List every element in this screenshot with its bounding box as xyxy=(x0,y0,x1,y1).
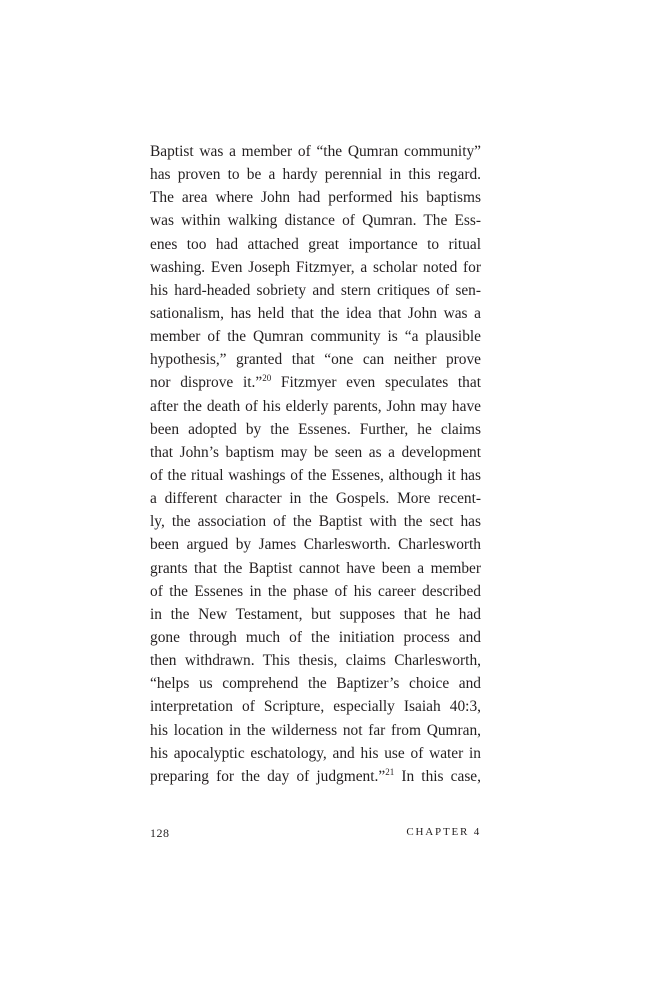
text-line: a different character in the Gospels. More recent- xyxy=(150,490,481,508)
text-line: member of the Qumran community is “a plausible xyxy=(150,328,481,346)
text-segment: Fitzmyer even speculates that xyxy=(271,374,481,392)
text-line: after the death of his elderly parents, John may have xyxy=(150,397,481,415)
text-segment: nor disprove it.” xyxy=(150,374,263,392)
text-line: The area where John had performed his baptisms xyxy=(150,189,481,207)
body-text xyxy=(150,140,481,788)
footnote-marker: 20 xyxy=(262,373,272,384)
text-line: enes too had attached great importance to ritual xyxy=(150,235,481,253)
text-line: was within walking distance of Qumran. The Ess- xyxy=(150,212,481,230)
text-line: washing. Even Joseph Fitzmyer, a scholar noted for xyxy=(150,258,481,276)
text-line: in the New Testament, but supposes that he had xyxy=(150,605,481,623)
text-line: that John’s baptism may be seen as a development xyxy=(150,443,481,461)
text-line: then withdrawn. This thesis, claims Charlesworth, xyxy=(150,652,481,670)
running-head: CHAPTER 4 xyxy=(406,826,481,838)
text-line-with-footnote xyxy=(150,765,481,788)
text-line: interpretation of Scripture, especially Isaiah 40:3, xyxy=(150,698,481,716)
text-line: “helps us comprehend the Baptizer’s choice and xyxy=(150,675,481,693)
text-line: his hard-headed sobriety and stern critiques of sen- xyxy=(150,281,481,299)
text-line: sationalism, has held that the idea that John was a xyxy=(150,304,481,322)
text-line: grants that the Baptist cannot have been a member xyxy=(150,559,481,577)
text-line: been adopted by the Essenes. Further, he claims xyxy=(150,420,481,438)
text-line: his apocalyptic eschatology, and his use of water in xyxy=(150,744,481,762)
page-number: 128 xyxy=(150,826,170,840)
text-segment: In this case, xyxy=(394,767,481,785)
text-line-with-footnote xyxy=(150,371,481,394)
text-line: hypothesis,” granted that “one can neither prove xyxy=(150,351,481,369)
text-line: been argued by James Charlesworth. Charlesworth xyxy=(150,536,481,554)
text-line: of the ritual washings of the Essenes, although it has xyxy=(150,466,481,484)
text-line: his location in the wilderness not far from Qumran, xyxy=(150,721,481,739)
text-line: has proven to be a hardy perennial in this regard. xyxy=(150,166,481,184)
text-segment: preparing for the day of judgment.” xyxy=(150,767,386,785)
text-line: gone through much of the initiation process and xyxy=(150,628,481,646)
text-line: ly, the association of the Baptist with the sect has xyxy=(150,513,481,531)
text-line: of the Essenes in the phase of his career described xyxy=(150,582,481,600)
text-line: Baptist was a member of “the Qumran community” xyxy=(150,143,481,160)
footnote-marker: 21 xyxy=(385,766,395,777)
